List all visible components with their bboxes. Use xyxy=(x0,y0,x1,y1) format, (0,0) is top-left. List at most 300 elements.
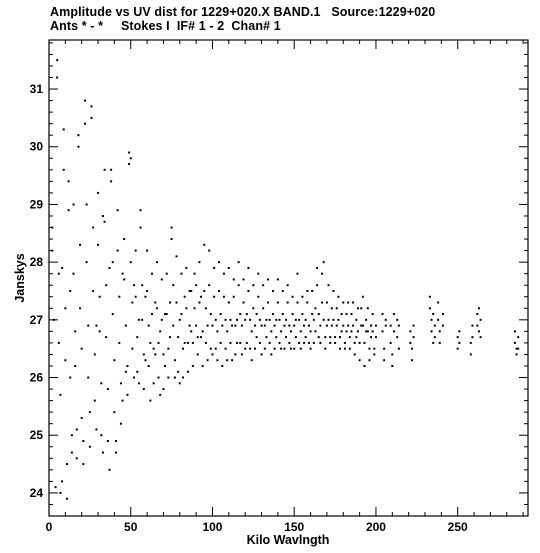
data-point xyxy=(197,336,199,338)
data-point xyxy=(234,325,236,327)
data-point xyxy=(122,273,124,275)
data-point xyxy=(364,342,366,344)
data-point xyxy=(382,330,384,332)
data-point xyxy=(517,336,519,338)
data-point xyxy=(349,336,351,338)
data-point xyxy=(439,342,441,344)
data-point xyxy=(92,290,94,292)
data-point xyxy=(279,342,281,344)
data-point xyxy=(102,215,104,217)
data-point xyxy=(179,382,181,384)
data-point xyxy=(185,307,187,309)
data-point xyxy=(365,319,367,321)
data-point xyxy=(295,319,297,321)
data-point xyxy=(470,353,472,355)
data-point xyxy=(177,336,179,338)
data-point xyxy=(288,325,290,327)
data-point xyxy=(130,261,132,263)
data-point xyxy=(176,302,178,304)
data-point xyxy=(303,342,305,344)
data-point xyxy=(296,302,298,304)
data-point xyxy=(179,319,181,321)
data-point xyxy=(283,348,285,350)
data-point xyxy=(290,330,292,332)
data-point xyxy=(409,342,411,344)
data-point xyxy=(104,221,106,223)
data-point xyxy=(223,273,225,275)
data-point xyxy=(457,336,459,338)
data-point xyxy=(76,428,78,430)
data-point xyxy=(431,319,433,321)
data-point xyxy=(59,492,61,494)
data-point xyxy=(244,348,246,350)
data-point xyxy=(87,325,89,327)
data-point xyxy=(243,278,245,280)
data-point xyxy=(69,290,71,292)
data-point xyxy=(143,353,145,355)
data-point xyxy=(144,359,146,361)
data-point xyxy=(162,388,164,390)
data-point xyxy=(344,342,346,344)
data-point xyxy=(368,359,370,361)
data-point xyxy=(64,307,66,309)
data-point xyxy=(66,498,68,500)
data-point xyxy=(87,377,89,379)
y-tick-label: 30 xyxy=(29,139,43,154)
data-point xyxy=(285,336,287,338)
data-point xyxy=(257,273,259,275)
data-point xyxy=(398,325,400,327)
data-point xyxy=(172,284,174,286)
data-point xyxy=(59,394,61,396)
data-point xyxy=(120,423,122,425)
data-point xyxy=(117,250,119,252)
data-point xyxy=(398,348,400,350)
data-point xyxy=(357,330,359,332)
data-point xyxy=(195,284,197,286)
data-point xyxy=(236,342,238,344)
data-point xyxy=(352,325,354,327)
data-point xyxy=(231,325,233,327)
data-point xyxy=(279,319,281,321)
data-point xyxy=(56,77,58,79)
data-point xyxy=(135,296,137,298)
data-point xyxy=(228,267,230,269)
data-point xyxy=(347,325,349,327)
data-point xyxy=(305,319,307,321)
y-tick-label: 29 xyxy=(29,197,43,212)
data-point xyxy=(156,307,158,309)
data-point xyxy=(192,342,194,344)
data-point xyxy=(243,302,245,304)
data-point xyxy=(411,348,413,350)
data-point xyxy=(112,313,114,315)
data-point xyxy=(226,330,228,332)
data-point xyxy=(517,348,519,350)
data-point xyxy=(277,302,279,304)
data-point xyxy=(148,325,150,327)
data-point xyxy=(385,325,387,327)
data-point xyxy=(357,307,359,309)
data-point xyxy=(339,336,341,338)
data-point xyxy=(292,313,294,315)
data-point xyxy=(265,319,267,321)
data-point xyxy=(159,394,161,396)
data-point xyxy=(254,348,256,350)
data-point xyxy=(110,180,112,182)
data-point xyxy=(238,284,240,286)
axis-ticks xyxy=(30,40,528,534)
data-point xyxy=(63,169,65,171)
y-tick-label: 26 xyxy=(29,370,43,385)
data-point xyxy=(71,434,73,436)
data-point xyxy=(287,284,289,286)
y-tick-label: 31 xyxy=(29,82,43,97)
data-point xyxy=(373,353,375,355)
data-point xyxy=(229,319,231,321)
y-tick-label: 27 xyxy=(29,312,43,327)
data-point xyxy=(105,284,107,286)
data-point xyxy=(231,359,233,361)
data-point xyxy=(100,434,102,436)
data-point xyxy=(229,342,231,344)
data-point xyxy=(382,313,384,315)
data-point xyxy=(138,319,140,321)
data-point xyxy=(202,330,204,332)
data-point xyxy=(434,325,436,327)
data-point xyxy=(164,365,166,367)
data-point xyxy=(458,342,460,344)
data-point xyxy=(300,348,302,350)
data-point xyxy=(514,342,516,344)
data-point xyxy=(192,365,194,367)
data-point xyxy=(220,342,222,344)
data-point xyxy=(476,325,478,327)
data-point xyxy=(314,307,316,309)
data-point xyxy=(282,290,284,292)
data-point xyxy=(107,388,109,390)
data-point xyxy=(104,169,106,171)
data-point xyxy=(211,353,213,355)
data-point xyxy=(246,313,248,315)
data-point xyxy=(319,342,321,344)
data-point xyxy=(118,342,120,344)
data-point xyxy=(342,325,344,327)
y-axis-label: Janskys xyxy=(13,253,27,303)
data-point xyxy=(347,302,349,304)
data-point xyxy=(372,330,374,332)
data-point xyxy=(64,359,66,361)
data-point xyxy=(200,336,202,338)
data-point xyxy=(355,336,357,338)
data-point xyxy=(82,440,84,442)
data-point xyxy=(390,325,392,327)
data-point xyxy=(293,325,295,327)
data-point xyxy=(367,307,369,309)
data-point xyxy=(290,348,292,350)
data-point xyxy=(434,336,436,338)
data-point xyxy=(318,336,320,338)
data-point xyxy=(69,377,71,379)
data-point xyxy=(308,342,310,344)
data-point xyxy=(257,296,259,298)
data-point xyxy=(287,302,289,304)
data-point xyxy=(131,348,133,350)
data-point xyxy=(61,480,63,482)
data-point xyxy=(288,342,290,344)
data-point xyxy=(480,319,482,321)
data-point xyxy=(166,273,168,275)
data-point xyxy=(91,117,93,119)
data-point xyxy=(89,446,91,448)
data-point xyxy=(251,330,253,332)
data-point xyxy=(332,290,334,292)
data-point xyxy=(272,313,274,315)
data-point xyxy=(321,302,323,304)
data-point xyxy=(177,371,179,373)
data-point xyxy=(140,227,142,229)
data-point xyxy=(158,377,160,379)
data-point xyxy=(478,330,480,332)
data-point xyxy=(131,302,133,304)
data-point xyxy=(79,307,81,309)
data-point xyxy=(122,400,124,402)
data-point xyxy=(293,348,295,350)
data-point xyxy=(221,325,223,327)
data-point xyxy=(413,325,415,327)
data-point xyxy=(81,348,83,350)
data-point xyxy=(161,278,163,280)
data-point xyxy=(154,302,156,304)
data-point xyxy=(156,261,158,263)
data-point xyxy=(252,307,254,309)
data-point xyxy=(180,273,182,275)
data-point xyxy=(105,336,107,338)
data-point xyxy=(166,313,168,315)
data-point xyxy=(51,227,53,229)
data-point xyxy=(117,209,119,211)
data-point xyxy=(195,325,197,327)
data-point xyxy=(313,342,315,344)
data-point xyxy=(118,296,120,298)
data-point xyxy=(148,365,150,367)
data-point xyxy=(94,353,96,355)
data-point xyxy=(359,342,361,344)
x-tick-label: 50 xyxy=(124,520,138,534)
data-point xyxy=(337,319,339,321)
data-point xyxy=(108,267,110,269)
data-point xyxy=(53,319,55,321)
data-point xyxy=(310,348,312,350)
data-point xyxy=(355,319,357,321)
data-point xyxy=(478,307,480,309)
data-point xyxy=(151,273,153,275)
data-point xyxy=(187,371,189,373)
data-point xyxy=(270,330,272,332)
data-point xyxy=(370,325,372,327)
data-point xyxy=(429,307,431,309)
data-point xyxy=(256,336,258,338)
data-point xyxy=(203,244,205,246)
data-point xyxy=(342,302,344,304)
data-point xyxy=(328,284,330,286)
data-point xyxy=(218,261,220,263)
data-point xyxy=(267,278,269,280)
data-point xyxy=(375,336,377,338)
data-point xyxy=(233,296,235,298)
data-point xyxy=(277,278,279,280)
data-point xyxy=(113,359,115,361)
x-tick-label: 100 xyxy=(202,520,223,534)
data-point xyxy=(269,319,271,321)
data-point xyxy=(99,330,101,332)
data-point xyxy=(275,319,277,321)
data-point xyxy=(437,302,439,304)
data-point xyxy=(332,319,334,321)
data-point xyxy=(367,330,369,332)
data-point xyxy=(480,336,482,338)
data-point xyxy=(337,296,339,298)
data-point xyxy=(323,319,325,321)
x-axis-label: Kilo Wavlngth xyxy=(246,533,330,547)
data-point xyxy=(470,342,472,344)
data-point xyxy=(200,296,202,298)
data-point xyxy=(476,313,478,315)
data-point xyxy=(238,261,240,263)
data-point xyxy=(110,169,112,171)
data-point xyxy=(115,440,117,442)
data-point xyxy=(208,284,210,286)
data-point xyxy=(167,377,169,379)
data-point xyxy=(298,342,300,344)
data-point xyxy=(77,146,79,148)
data-point xyxy=(68,209,70,211)
data-point xyxy=(128,152,130,154)
data-point xyxy=(71,452,73,454)
data-point xyxy=(334,342,336,344)
data-point xyxy=(205,307,207,309)
data-point xyxy=(68,180,70,182)
data-point xyxy=(194,307,196,309)
data-point xyxy=(249,319,251,321)
data-point xyxy=(373,348,375,350)
data-point xyxy=(264,348,266,350)
data-point xyxy=(259,319,261,321)
data-point xyxy=(153,348,155,350)
data-point xyxy=(239,342,241,344)
data-point xyxy=(429,296,431,298)
data-point xyxy=(112,261,114,263)
data-point xyxy=(74,365,76,367)
data-point xyxy=(133,377,135,379)
data-point xyxy=(300,330,302,332)
data-point xyxy=(81,417,83,419)
data-point xyxy=(55,486,57,488)
data-point xyxy=(350,313,352,315)
data-point xyxy=(349,348,351,350)
data-point xyxy=(126,365,128,367)
data-point xyxy=(123,278,125,280)
data-point xyxy=(95,325,97,327)
data-point xyxy=(393,330,395,332)
data-point xyxy=(298,319,300,321)
data-point xyxy=(432,342,434,344)
data-point xyxy=(339,348,341,350)
data-point xyxy=(354,342,356,344)
data-point xyxy=(185,267,187,269)
data-point xyxy=(162,353,164,355)
data-point xyxy=(95,428,97,430)
data-point xyxy=(261,325,263,327)
data-point xyxy=(442,313,444,315)
data-point xyxy=(274,348,276,350)
data-point xyxy=(411,359,413,361)
data-point xyxy=(210,313,212,315)
data-point xyxy=(285,319,287,321)
data-point xyxy=(413,336,415,338)
data-point xyxy=(432,313,434,315)
data-point xyxy=(189,325,191,327)
data-point xyxy=(236,319,238,321)
data-point xyxy=(314,330,316,332)
data-point xyxy=(113,411,115,413)
data-point xyxy=(198,261,200,263)
data-point xyxy=(319,325,321,327)
data-point xyxy=(383,359,385,361)
data-point xyxy=(198,302,200,304)
data-point xyxy=(341,313,343,315)
data-point xyxy=(362,325,364,327)
data-point xyxy=(280,348,282,350)
data-point xyxy=(211,325,213,327)
data-point xyxy=(326,325,328,327)
data-point xyxy=(233,278,235,280)
data-point xyxy=(328,319,330,321)
data-point xyxy=(331,325,333,327)
data-point xyxy=(396,319,398,321)
data-point xyxy=(264,325,266,327)
data-point xyxy=(203,290,205,292)
data-point xyxy=(108,469,110,471)
data-point xyxy=(311,290,313,292)
data-point xyxy=(409,330,411,332)
data-point xyxy=(244,319,246,321)
data-point xyxy=(51,250,53,252)
data-point xyxy=(91,105,93,107)
data-point xyxy=(58,273,60,275)
data-point xyxy=(329,342,331,344)
data-point xyxy=(241,325,243,327)
data-point xyxy=(344,348,346,350)
data-point xyxy=(190,330,192,332)
data-point xyxy=(282,313,284,315)
data-point xyxy=(210,348,212,350)
data-point xyxy=(318,313,320,315)
data-point xyxy=(262,284,264,286)
data-point xyxy=(169,336,171,338)
data-point xyxy=(58,342,60,344)
data-point xyxy=(213,296,215,298)
data-point xyxy=(176,255,178,257)
data-point xyxy=(136,371,138,373)
data-point xyxy=(316,267,318,269)
data-point xyxy=(514,330,516,332)
data-point xyxy=(74,330,76,332)
data-point xyxy=(350,330,352,332)
data-point xyxy=(207,325,209,327)
data-point xyxy=(249,348,251,350)
data-point xyxy=(247,267,249,269)
